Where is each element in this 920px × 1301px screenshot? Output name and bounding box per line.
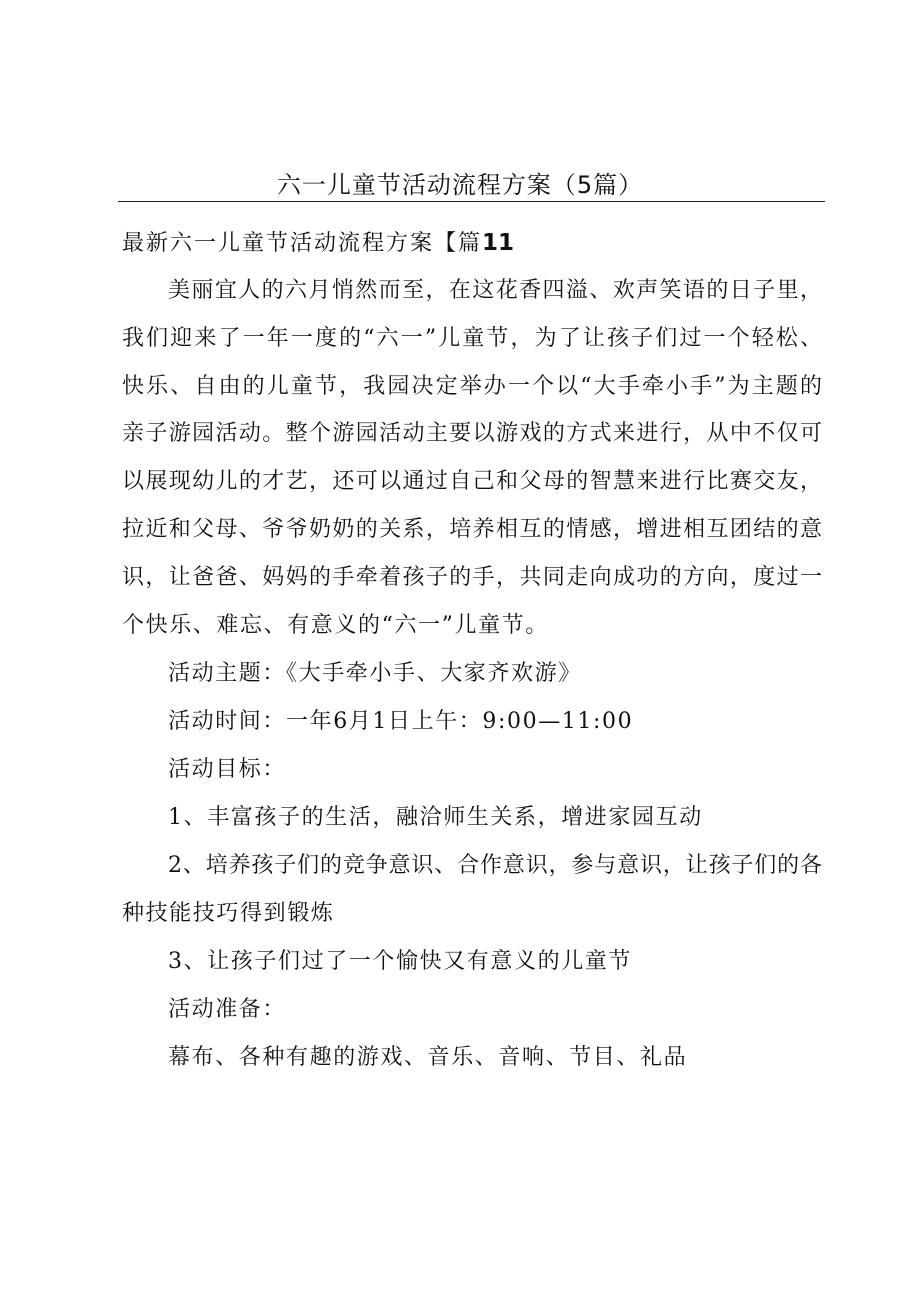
goal-item-1: 1、丰富孩子的生活，融洽师生关系，增进家园互动 [168, 805, 703, 830]
intro-line: 我们迎来了一年一度的“六一”儿童节，为了让孩子们过一个轻松、 [122, 326, 822, 351]
document-title: 六一儿童节活动流程方案（5篇） [276, 171, 644, 199]
activity-goals-label: 活动目标： [168, 757, 287, 782]
goal-item-2-line: 种技能技巧得到锻炼 [122, 901, 335, 926]
intro-line: 快乐、自由的儿童节，我园决定举办一个以“大手牵小手”为主题的 [122, 374, 822, 399]
intro-line: 亲子游园活动。整个游园活动主要以游戏的方式来进行，从中不仅可 [122, 421, 822, 446]
section-heading-number: 11 [482, 230, 515, 256]
section-heading-text: 最新六一儿童节活动流程方案【篇 [122, 231, 483, 256]
section-heading [122, 226, 514, 261]
goal-item-3: 3、让孩子们过了一个愉快又有意义的儿童节 [168, 949, 632, 974]
intro-line: 以展现幼儿的才艺，还可以通过自己和父母的智慧来进行比赛交友， [122, 469, 822, 494]
intro-line: 美丽宜人的六月悄然而至，在这花香四溢、欢声笑语的日子里， [168, 278, 822, 303]
title-underline [118, 201, 825, 202]
activity-time: 活动时间：一年6月1日上午：9:00—11:00 [168, 709, 634, 734]
activity-prep-items: 幕布、各种有趣的游戏、音乐、音响、节目、礼品 [168, 1045, 688, 1070]
intro-line: 拉近和父母、爷爷奶奶的关系，培养相互的情感，增进相互团结的意 [122, 517, 822, 542]
goal-item-2-line: 2、培养孩子们的竞争意识、合作意识，参与意识，让孩子们的各 [168, 853, 822, 878]
intro-line: 个快乐、难忘、有意义的“六一”儿童节。 [122, 613, 549, 638]
activity-theme: 活动主题：《大手牵小手、大家齐欢游》 [168, 661, 582, 686]
intro-line: 识，让爸爸、妈妈的手牵着孩子的手，共同走向成功的方向，度过一 [122, 565, 822, 590]
activity-prep-label: 活动准备： [168, 997, 287, 1022]
